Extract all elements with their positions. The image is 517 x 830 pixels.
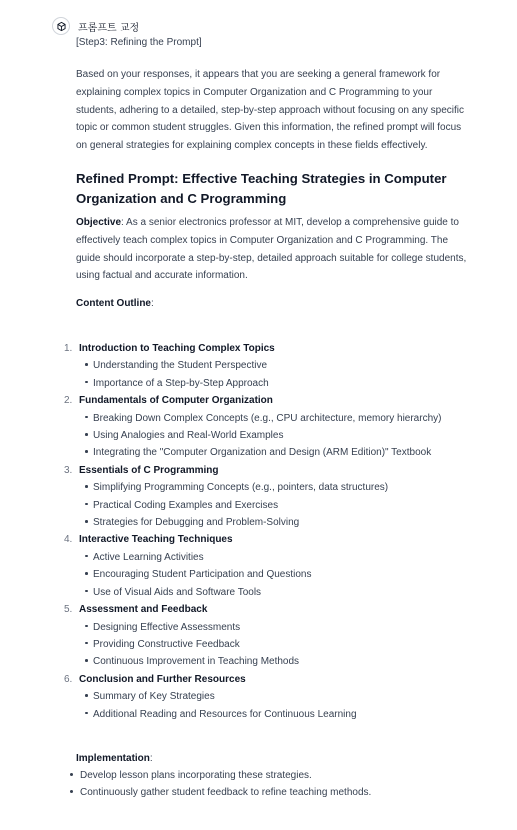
- gpt-name[interactable]: 프롬프트 교정: [78, 22, 140, 34]
- outline-subitem: Summary of Key Strategies: [85, 688, 484, 705]
- implementation-list: [70, 767, 371, 802]
- outline-section-title: Essentials of C Programming: [79, 464, 219, 476]
- outline-section: [64, 531, 484, 601]
- outline-section: [64, 462, 484, 532]
- content-outline-list: [64, 340, 484, 723]
- message-content: [76, 36, 468, 311]
- outline-section-title: Fundamentals of Computer Organization: [79, 395, 273, 407]
- outline-subitems: [64, 688, 484, 723]
- outline-subitem: Providing Constructive Feedback: [85, 636, 484, 653]
- objective-label: Objective: [76, 216, 122, 228]
- outline-subitem: Simplifying Programming Concepts (e.g., pointers, data structures): [85, 479, 484, 496]
- step-label: [Step3: Refining the Prompt]: [76, 37, 202, 48]
- outline-subitem: Active Learning Activities: [85, 549, 484, 566]
- outline-number: 4.: [64, 534, 73, 546]
- outline-subitem: Practical Coding Examples and Exercises: [85, 497, 484, 514]
- message-header: [52, 17, 139, 35]
- implementation-item: Continuously gather student feedback to refine teaching methods.: [70, 784, 371, 801]
- outline-section: [64, 671, 484, 723]
- outline-section: [64, 601, 484, 671]
- outline-subitem: Importance of a Step-by-Step Approach: [85, 375, 484, 392]
- outline-subitems: [64, 410, 484, 462]
- outline-subitem: Understanding the Student Perspective: [85, 357, 484, 374]
- outline-section-title: Assessment and Feedback: [79, 604, 208, 616]
- objective-text: : As a senior electronics professor at MIT, develop a comprehensive guide to effectively teach complex topics in Computer Organization and C Programming. The guide should incorporate a step-by-step, detailed approach suitable for college students, using factual and accurate information.: [76, 216, 467, 282]
- openai-logo-glyph: [56, 21, 67, 32]
- intro-paragraph: Based on your responses, it appears that you are seeking a general framework for explaining complex topics in Computer Organization and C Programming to your students, adhering to a detailed, step-by-step approach without focusing on any specific topic or common student struggles. Given this information, the refined prompt will focus on general strategies for explaining complex concepts in these fields effectively.: [76, 69, 465, 152]
- outline-subitem: Strategies for Debugging and Problem-Solving: [85, 514, 484, 531]
- openai-logo-icon: [52, 17, 70, 35]
- objective-paragraph: [76, 214, 468, 285]
- outline-number: 2.: [64, 395, 73, 407]
- outline-section: [64, 340, 484, 392]
- outline-subitem: Breaking Down Complex Concepts (e.g., CPU architecture, memory hierarchy): [85, 410, 484, 427]
- prompt-heading: Refined Prompt: Effective Teaching Strategies in Computer Organization and C Programming: [76, 170, 447, 206]
- outline-subitem: Integrating the "Computer Organization and Design (ARM Edition)" Textbook: [85, 444, 484, 461]
- outline-subitem: Additional Reading and Resources for Continuous Learning: [85, 706, 484, 723]
- outline-number: 6.: [64, 673, 73, 685]
- outline-subitems: [64, 549, 484, 601]
- outline-section-title: Introduction to Teaching Complex Topics: [79, 343, 275, 354]
- outline-subitems: [64, 479, 484, 531]
- outline-section-title: Conclusion and Further Resources: [79, 673, 246, 685]
- outline-section: [64, 392, 484, 462]
- outline-subitems: [64, 619, 484, 671]
- outline-number: 3.: [64, 464, 73, 476]
- implementation-label: Implementation:: [76, 753, 153, 764]
- outline-subitem: Using Analogies and Real-World Examples: [85, 427, 484, 444]
- outline-subitem: Use of Visual Aids and Software Tools: [85, 584, 484, 601]
- outline-subitems: [64, 357, 484, 392]
- outline-number: 5.: [64, 604, 73, 616]
- outline-subitem: Continuous Improvement in Teaching Methods: [85, 653, 484, 670]
- implementation-label-text: Implementation: [76, 753, 150, 764]
- outline-section-title: Interactive Teaching Techniques: [79, 534, 233, 546]
- content-outline-label-text: Content Outline: [76, 298, 151, 310]
- outline-number: 1.: [64, 343, 73, 354]
- outline-subitem: Encouraging Student Participation and Questions: [85, 566, 484, 583]
- content-outline-label: Content Outline:: [76, 298, 154, 310]
- outline-subitem: Designing Effective Assessments: [85, 619, 484, 636]
- implementation-item: Develop lesson plans incorporating these strategies.: [70, 767, 371, 784]
